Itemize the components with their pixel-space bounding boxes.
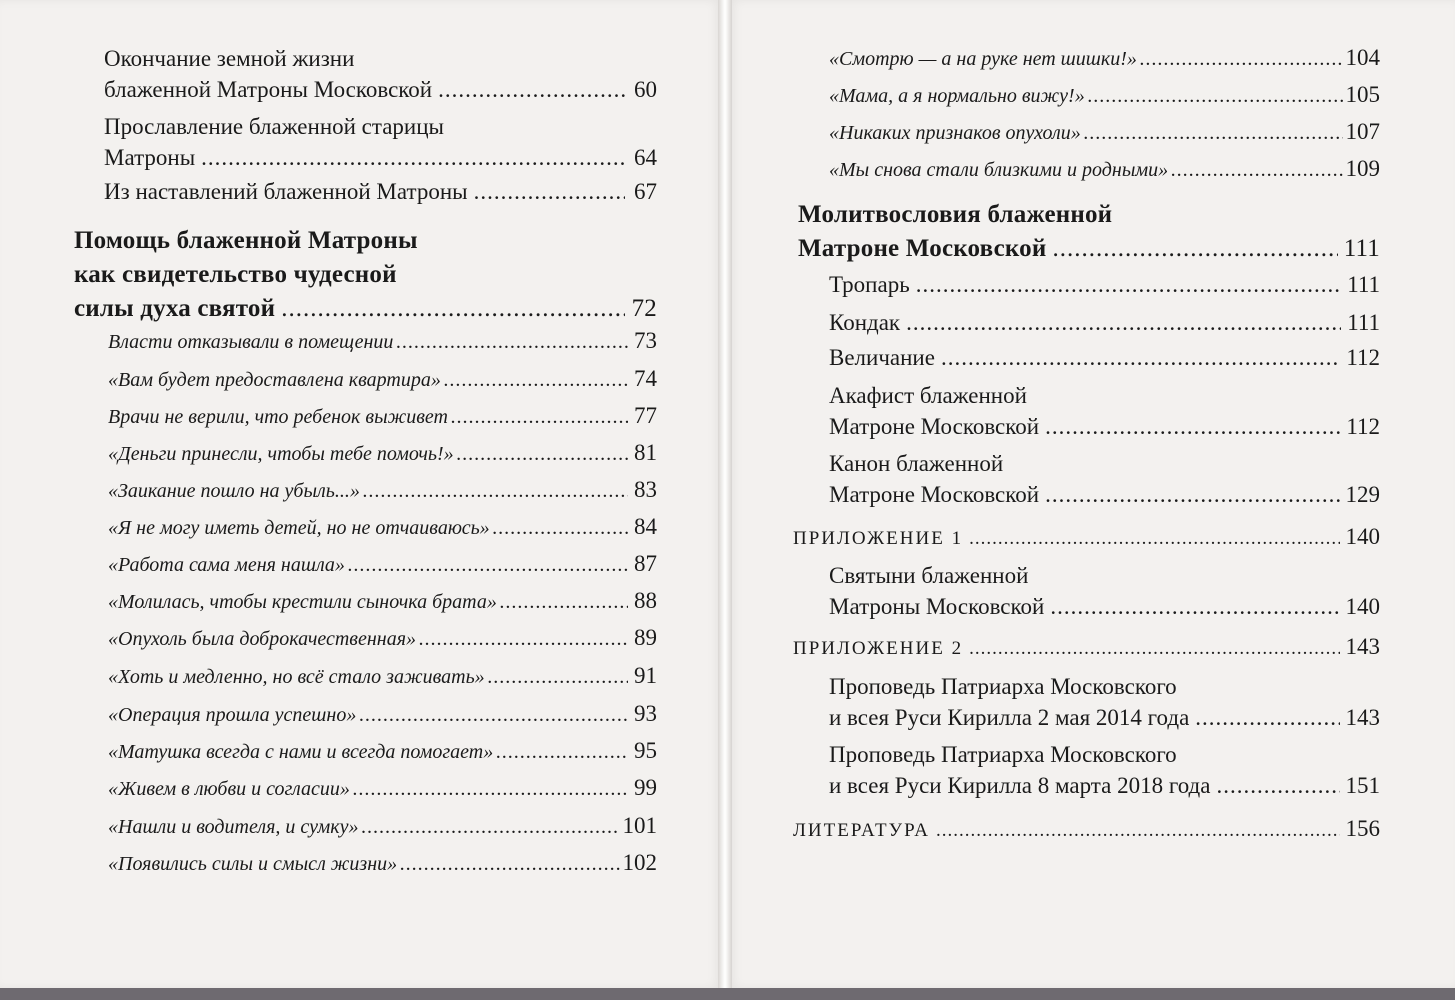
toc-entry-text: Святыни блаженной bbox=[829, 563, 1029, 588]
leader-dots bbox=[1050, 591, 1339, 622]
leader-dots bbox=[941, 342, 1340, 373]
toc-page-number: 107 bbox=[1345, 119, 1380, 144]
toc-entry-text: блаженной Матроны Московской bbox=[104, 77, 433, 102]
toc-entry-text: «Матушка всегда с нами и всегда помогает» bbox=[108, 741, 494, 763]
toc-entry[interactable] bbox=[108, 662, 657, 691]
toc-entry[interactable] bbox=[108, 700, 657, 729]
toc-page-number: 72 bbox=[631, 295, 657, 322]
toc-section-heading[interactable] bbox=[74, 224, 657, 326]
toc-entry[interactable] bbox=[829, 269, 1380, 300]
toc-page-number: 88 bbox=[634, 588, 657, 613]
leader-dots bbox=[496, 739, 628, 766]
leader-dots bbox=[419, 626, 628, 653]
toc-entry-text: Матроны Московской bbox=[829, 594, 1045, 619]
toc-entry[interactable] bbox=[104, 111, 657, 173]
leader-dots bbox=[362, 814, 620, 841]
toc-page-number: 104 bbox=[1345, 45, 1380, 70]
toc-entry-text: Помощь блаженной Матроны bbox=[74, 227, 418, 254]
toc-entry-text: ПРИЛОЖЕНИЕ 1 bbox=[793, 528, 964, 549]
toc-section-heading[interactable] bbox=[798, 198, 1380, 266]
toc-entry[interactable] bbox=[829, 44, 1380, 73]
toc-page-number: 60 bbox=[634, 77, 657, 102]
toc-page-number: 111 bbox=[1343, 235, 1380, 262]
toc-page-number: 83 bbox=[634, 477, 657, 502]
toc-entry-text: Величание bbox=[829, 345, 935, 370]
toc-entry[interactable] bbox=[108, 812, 657, 841]
toc-page-number: 143 bbox=[1345, 705, 1380, 730]
toc-right bbox=[728, 0, 1455, 988]
toc-entry[interactable] bbox=[108, 439, 657, 468]
leader-dots bbox=[1053, 232, 1338, 266]
toc-entry-text: Молитвословия блаженной bbox=[798, 201, 1113, 228]
toc-page-number: 95 bbox=[634, 738, 657, 763]
toc-entry-text: «Я не могу иметь детей, но не отчаиваюсь» bbox=[108, 517, 490, 539]
toc-entry[interactable] bbox=[829, 118, 1380, 147]
toc-entry-text: «Мы снова стали близкими и родными» bbox=[829, 159, 1169, 181]
toc-page-number: 111 bbox=[1347, 272, 1380, 297]
toc-entry[interactable] bbox=[108, 513, 657, 542]
toc-page-number: 112 bbox=[1346, 345, 1380, 370]
toc-left bbox=[0, 0, 722, 988]
toc-page-number: 140 bbox=[1345, 524, 1380, 549]
leader-dots bbox=[451, 404, 628, 431]
leader-dots bbox=[363, 478, 628, 505]
toc-page-number: 99 bbox=[634, 775, 657, 800]
toc-entry[interactable] bbox=[829, 155, 1380, 184]
leader-dots bbox=[906, 307, 1341, 338]
toc-page-number: 143 bbox=[1345, 634, 1380, 659]
toc-entry-text: Прославление блаженной старицы bbox=[104, 114, 445, 139]
toc-entry[interactable] bbox=[108, 849, 657, 878]
toc-entry[interactable] bbox=[108, 402, 657, 431]
left-page bbox=[0, 0, 722, 988]
leader-dots bbox=[457, 441, 628, 468]
leader-dots bbox=[1045, 479, 1339, 510]
toc-entry-text: Власти отказывали в помещении bbox=[108, 331, 394, 353]
toc-page-number: 87 bbox=[634, 551, 657, 576]
toc-entry[interactable] bbox=[829, 560, 1380, 622]
toc-page-number: 64 bbox=[634, 145, 657, 170]
toc-page-number: 89 bbox=[634, 625, 657, 650]
toc-entry[interactable] bbox=[108, 550, 657, 579]
toc-entry-text: «Живем в любви и согласии» bbox=[108, 778, 350, 800]
leader-dots bbox=[916, 269, 1342, 300]
toc-entry-text: Окончание земной жизни bbox=[104, 46, 355, 71]
toc-entry[interactable] bbox=[108, 624, 657, 653]
leader-dots bbox=[353, 776, 628, 803]
toc-entry-text: Из наставлений блаженной Матроны bbox=[104, 179, 468, 204]
toc-entry-text: «Заикание пошло на убыль...» bbox=[108, 480, 360, 502]
toc-appendix[interactable] bbox=[793, 523, 1380, 553]
leader-dots bbox=[359, 702, 628, 729]
toc-entry-text: Тропарь bbox=[829, 272, 910, 297]
leader-dots bbox=[1216, 770, 1339, 801]
toc-entry-text: Канон блаженной bbox=[829, 451, 1004, 476]
toc-entry-text: Матроне Московской bbox=[829, 482, 1040, 507]
toc-entry-text: «Работа сама меня нашла» bbox=[108, 554, 345, 576]
leader-dots bbox=[1084, 120, 1343, 147]
leader-dots bbox=[488, 664, 628, 691]
leader-dots bbox=[1045, 411, 1340, 442]
toc-page-number: 93 bbox=[634, 701, 657, 726]
leader-dots bbox=[1140, 46, 1343, 73]
leader-dots bbox=[201, 142, 625, 173]
toc-entry-text: Матроне Московской bbox=[798, 235, 1047, 262]
toc-entry-text: Проповедь Патриарха Московского bbox=[829, 674, 1177, 699]
toc-page-number: 112 bbox=[1346, 414, 1380, 439]
toc-entry-text: «Появились силы и смысл жизни» bbox=[108, 853, 398, 875]
toc-page-number: 151 bbox=[1345, 773, 1380, 798]
toc-entry-text: «Нашли и водителя, и сумку» bbox=[108, 816, 359, 838]
book-spine bbox=[718, 0, 732, 988]
toc-entry[interactable] bbox=[108, 365, 657, 394]
toc-page-number: 105 bbox=[1345, 82, 1380, 107]
toc-entry[interactable] bbox=[829, 81, 1380, 110]
toc-page-number: 73 bbox=[634, 328, 657, 353]
leader-dots bbox=[474, 176, 625, 207]
toc-entry-text: «Деньги принесли, чтобы тебе помочь!» bbox=[108, 443, 454, 465]
toc-page-number: 74 bbox=[634, 366, 657, 391]
toc-entry-text: и всея Руси Кирилла 8 марта 2018 года bbox=[829, 773, 1211, 798]
right-page bbox=[728, 0, 1455, 988]
toc-literature[interactable] bbox=[793, 815, 1380, 845]
toc-page-number: 84 bbox=[634, 514, 657, 539]
toc-page-number: 140 bbox=[1345, 594, 1380, 619]
toc-entry-text: Матроне Московской bbox=[829, 414, 1040, 439]
leader-dots bbox=[281, 292, 625, 326]
leader-dots bbox=[1088, 83, 1343, 110]
toc-entry[interactable] bbox=[829, 380, 1380, 442]
toc-entry[interactable] bbox=[108, 476, 657, 505]
toc-entry-text: Проповедь Патриарха Московского bbox=[829, 742, 1177, 767]
toc-entry-text: «Мама, а я нормально вижу!» bbox=[829, 85, 1085, 107]
toc-entry-text: и всея Руси Кирилла 2 мая 2014 года bbox=[829, 705, 1190, 730]
leader-dots bbox=[444, 367, 628, 394]
toc-entry[interactable] bbox=[104, 43, 657, 105]
toc-page-number: 129 bbox=[1345, 482, 1380, 507]
toc-entry-text: как свидетельство чудесной bbox=[74, 261, 397, 288]
toc-entry-text: Матроны bbox=[104, 145, 196, 170]
toc-entry[interactable] bbox=[829, 671, 1380, 733]
toc-entry-text: Акафист блаженной bbox=[829, 383, 1027, 408]
toc-entry[interactable] bbox=[108, 587, 657, 616]
toc-entry[interactable] bbox=[829, 342, 1380, 373]
toc-entry-text: «Вам будет предоставлена квартира» bbox=[108, 369, 441, 391]
toc-page-number: 81 bbox=[634, 440, 657, 465]
toc-page-number: 156 bbox=[1345, 816, 1380, 841]
leader-dots bbox=[438, 74, 625, 105]
toc-entry[interactable] bbox=[108, 327, 657, 356]
toc-page-number: 111 bbox=[1347, 310, 1380, 335]
toc-entry-text: ПРИЛОЖЕНИЕ 2 bbox=[793, 638, 964, 659]
toc-entry[interactable] bbox=[829, 307, 1380, 338]
leader-dots bbox=[500, 589, 628, 616]
toc-page-number: 101 bbox=[622, 813, 657, 838]
toc-entry-text: «Смотрю — а на руке нет шишки!» bbox=[829, 48, 1137, 70]
toc-entry-text: ЛИТЕРАТУРА bbox=[793, 820, 930, 841]
toc-entry-text: силы духа святой bbox=[74, 295, 276, 322]
toc-entry-text: «Опухоль была доброкачественная» bbox=[108, 628, 417, 650]
leader-dots bbox=[969, 635, 1339, 663]
leader-dots bbox=[396, 329, 628, 356]
toc-page-number: 77 bbox=[634, 403, 657, 428]
toc-appendix[interactable] bbox=[793, 633, 1380, 663]
toc-entry[interactable] bbox=[108, 737, 657, 766]
toc-entry[interactable] bbox=[829, 739, 1380, 801]
toc-page-number: 91 bbox=[634, 663, 657, 688]
toc-entry-text: «Хоть и медленно, но всё стало заживать» bbox=[108, 666, 485, 688]
leader-dots bbox=[969, 525, 1339, 553]
toc-entry-text: «Никаких признаков опухоли» bbox=[829, 122, 1081, 144]
toc-entry[interactable] bbox=[108, 774, 657, 803]
leader-dots bbox=[1195, 702, 1339, 733]
leader-dots bbox=[493, 515, 628, 542]
bottom-edge bbox=[0, 988, 1455, 1000]
toc-entry-text: «Молилась, чтобы крестили сыночка брата» bbox=[108, 591, 497, 613]
toc-entry[interactable] bbox=[829, 448, 1380, 510]
toc-page-number: 109 bbox=[1345, 156, 1380, 181]
toc-entry-text: Кондак bbox=[829, 310, 901, 335]
leader-dots bbox=[936, 817, 1340, 845]
leader-dots bbox=[1171, 157, 1342, 184]
leader-dots bbox=[400, 851, 619, 878]
toc-page-number: 102 bbox=[622, 850, 657, 875]
toc-entry-text: «Операция прошла успешно» bbox=[108, 704, 357, 726]
leader-dots bbox=[348, 552, 628, 579]
toc-entry-text: Врачи не верили, что ребенок выживет bbox=[108, 406, 448, 428]
toc-page-number: 67 bbox=[634, 179, 657, 204]
toc-entry[interactable] bbox=[104, 176, 657, 207]
